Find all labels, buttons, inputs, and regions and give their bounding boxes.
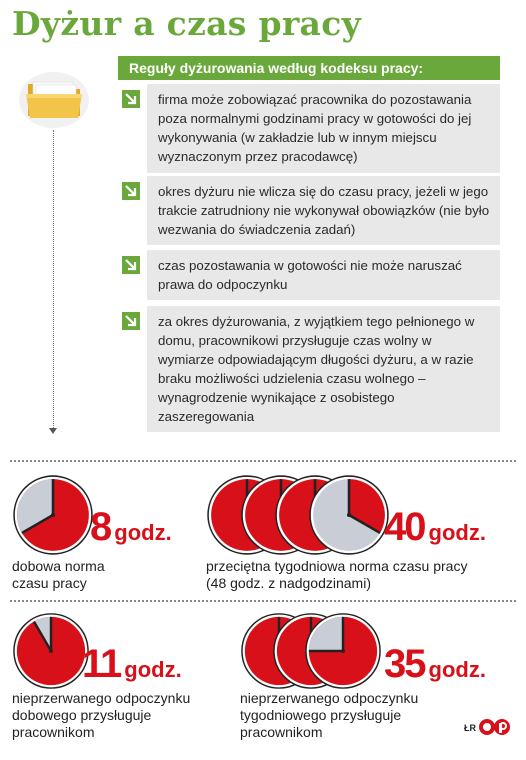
arrow-down-right-icon (122, 90, 140, 108)
divider (10, 460, 516, 462)
stopwatch-icon (12, 474, 94, 561)
stopwatch-icon (308, 474, 390, 561)
rule-item-4 (118, 306, 500, 432)
rule-item-1 (118, 84, 500, 173)
rule-text: firma może zobowiązać pracownika do pozostawania poza normalnymi godzinami pracy w gotowości do jej wykonywania (w zakładzie lub w innym miejscu wyznaczonym przez pracodawcę) (147, 84, 500, 173)
stopwatch-icon (304, 612, 382, 695)
arrow-down-right-icon (122, 312, 140, 330)
arrow-down-right-icon (122, 182, 140, 200)
rule-text: za okres dyżurowania, z wyjątkiem tego pełnionego w domu, pracownikowi przysługuje czas wolny w wymiarze odpowiadającym długości dyżuru, a w razie braku możliwości udzielenia czasu wolnego – wynagrodzenie wynikające z osobistego zaszeregowania (147, 306, 500, 432)
weekly-rest-caption: nieprzerwanego odpoczynku tygodniowego przysługuje pracownikom (240, 690, 419, 740)
daily-rest-caption: nieprzerwanego odpoczynku dobowego przysługuje pracownikom (12, 690, 191, 740)
author-credit: ŁR (464, 723, 476, 733)
rule-text: czas pozostawania w gotowości nie może naruszać prawa do odpoczynku (147, 250, 500, 300)
daily-norm-caption: dobowa norma czasu pracy (12, 558, 105, 591)
timeline-arrow (49, 428, 57, 434)
rule-item-2 (118, 176, 500, 245)
daily-rest-value: 11 godz. (82, 642, 182, 686)
rule-text: okres dyżuru nie wlicza się do czasu pracy, jeżeli w jego trakcie zatrudniony nie wykonywał obowiązków (nie było wezwania do świadczenia zadań) (147, 176, 500, 245)
arrow-down-right-icon (122, 256, 140, 274)
rules-header: Reguły dyżurowania według kodeksu pracy: (118, 56, 500, 80)
weekly-norm-caption: przeciętna tygodniowa norma czasu pracy (48 godz. z nadgodzinami) (206, 558, 468, 591)
divider (10, 600, 516, 602)
timeline-line (53, 130, 54, 430)
weekly-norm-value: 40 godz. (384, 505, 486, 549)
page-title: Dyżur a czas pracy (12, 4, 362, 43)
publisher-logo-icon (478, 717, 512, 742)
weekly-rest-value: 35 godz. (384, 642, 486, 686)
daily-norm-value: 8 godz. (90, 505, 172, 549)
folder-icon (18, 66, 90, 128)
rule-item-3 (118, 250, 500, 300)
stopwatch-icon (12, 612, 90, 695)
